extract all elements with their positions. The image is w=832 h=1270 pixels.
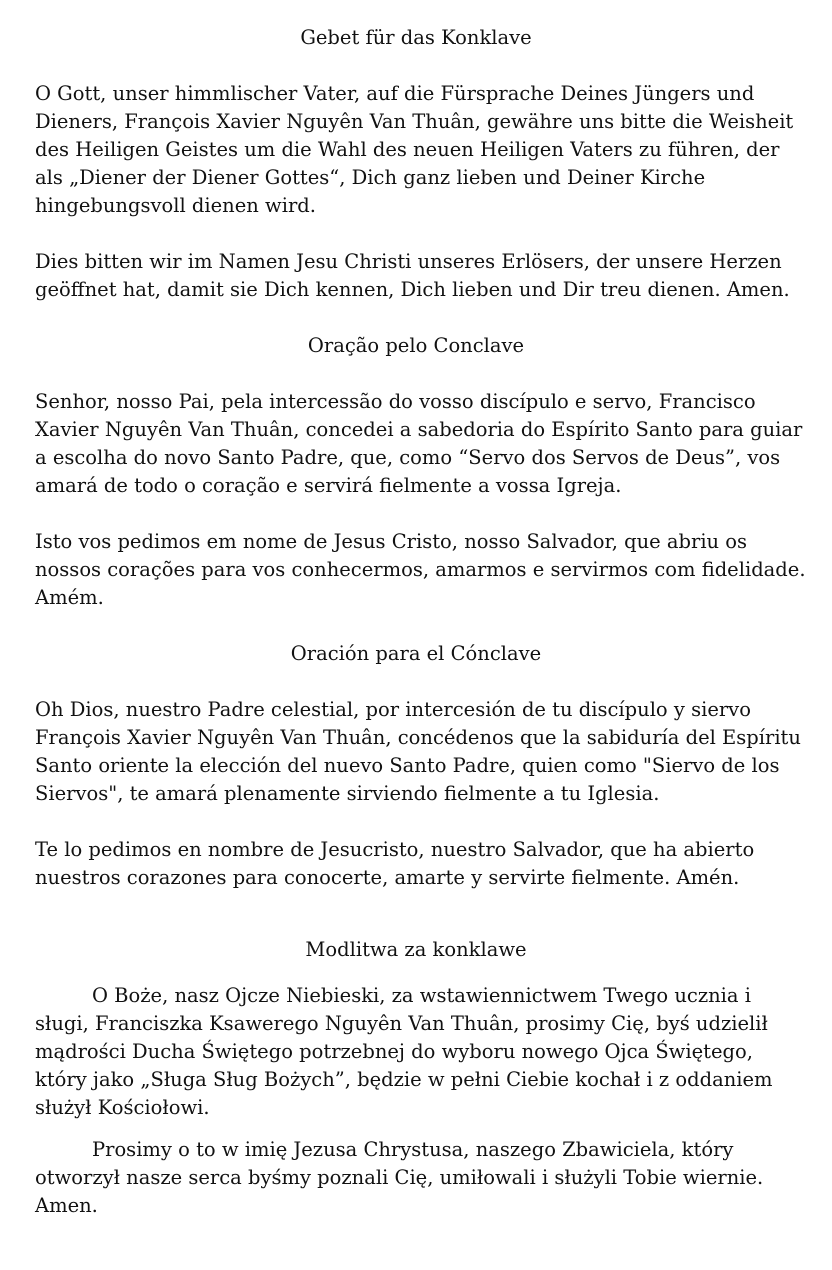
text-line: O Boże, nasz Ojcze Niebieski, za wstawiennictwem Twego ucznia i <box>92 984 751 1007</box>
text-line: Dies bitten wir im Namen Jesu Christi unseres Erlösers, der unsere Herzen <box>35 250 782 273</box>
text-line: Santo oriente la elección del nuevo Santo Padre, quien como "Siervo de los <box>35 754 780 777</box>
text-line: hingebungsvoll dienen wird. <box>35 194 316 217</box>
text-line: Te lo pedimos en nombre de Jesucristo, nuestro Salvador, que ha abierto <box>35 838 755 861</box>
text-line: sługi, Franciszka Ksawerego Nguyên Van Thuân, prosimy Cię, byś udzielił <box>35 1012 768 1035</box>
text-line: amará de todo o coração e servirá fielmente a vossa Igreja. <box>35 474 622 497</box>
text-line: François Xavier Nguyên Van Thuân, concédenos que la sabiduría del Espíritu <box>35 726 801 749</box>
text-line: Prosimy o to w imię Jezusa Chrystusa, naszego Zbawiciela, który <box>92 1138 734 1161</box>
text-line: des Heiligen Geistes um die Wahl des neuen Heiligen Vaters zu führen, der <box>35 138 780 161</box>
paragraph-portuguese-2 <box>35 528 825 612</box>
text-line: Oh Dios, nuestro Padre celestial, por intercesión de tu discípulo y siervo <box>35 698 751 721</box>
text-line: Isto vos pedimos em nome de Jesus Cristo, nosso Salvador, que abriu os <box>35 530 748 553</box>
text-line: Amen. <box>35 1194 98 1217</box>
section-title-portuguese: Oração pelo Conclave <box>307 334 525 357</box>
text-line: który jako „Sługa Sług Bożych”, będzie w pełni Ciebie kochał i z oddaniem <box>35 1068 773 1091</box>
text-line: mądrości Ducha Świętego potrzebnej do wyboru nowego Ojca Świętego, <box>35 1040 753 1063</box>
text-line: Xavier Nguyên Van Thuân, concedei a sabedoria do Espírito Santo para guiar <box>35 418 803 441</box>
text-line: a escolha do novo Santo Padre, que, como “Servo dos Servos de Deus”, vos <box>35 446 781 469</box>
text-line: służył Kościołowi. <box>35 1096 210 1119</box>
paragraph-spanish-2 <box>35 836 825 892</box>
text-line: als „Diener der Diener Gottes“, Dich ganz lieben und Deiner Kirche <box>35 166 706 189</box>
section-title-polish: Modlitwa za konklawe <box>305 938 527 961</box>
text-line: Senhor, nosso Pai, pela intercessão do vosso discípulo e servo, Francisco <box>35 390 756 413</box>
text-line: nossos corações para vos conhecermos, amarmos e servirmos com fidelidade. <box>35 558 806 581</box>
section-title-german: Gebet für das Konklave <box>300 26 532 49</box>
text-line: nuestros corazones para conocerte, amarte y servirte fielmente. Amén. <box>35 866 740 889</box>
section-title-spanish: Oración para el Cónclave <box>290 642 542 665</box>
text-line: Amém. <box>35 586 104 609</box>
paragraph-spanish-1 <box>35 696 825 808</box>
text-line: otworzył nasze serca byśmy poznali Cię, umiłowali i służyli Tobie wiernie. <box>35 1166 764 1189</box>
text-line: geöffnet hat, damit sie Dich kennen, Dich lieben und Dir treu dienen. Amen. <box>35 278 790 301</box>
paragraph-polish-2 <box>35 1136 825 1220</box>
paragraph-german-1 <box>35 80 825 220</box>
paragraph-polish-1 <box>35 982 825 1122</box>
text-line: Dieners, François Xavier Nguyên Van Thuân, gewähre uns bitte die Weisheit <box>35 110 794 133</box>
paragraph-german-2 <box>35 248 825 304</box>
text-line: O Gott, unser himmlischer Vater, auf die Fürsprache Deines Jüngers und <box>35 82 755 105</box>
text-line: Siervos", te amará plenamente sirviendo fielmente a tu Iglesia. <box>35 782 660 805</box>
paragraph-portuguese-1 <box>35 388 825 500</box>
